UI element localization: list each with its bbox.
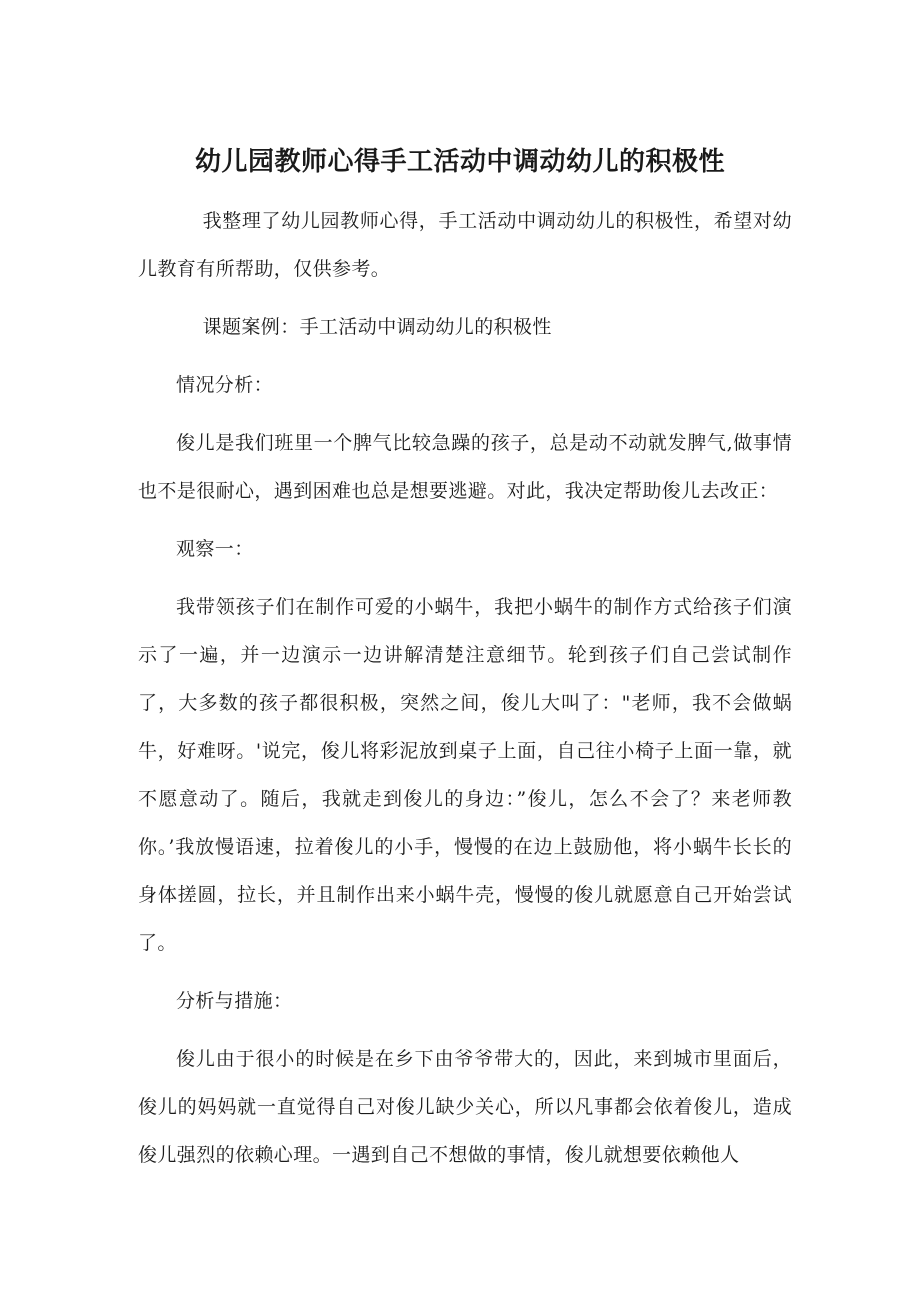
situation-paragraph: 俊儿是我们班里一个脾气比较急躁的孩子，总是动不动就发脾气,做事情也不是很耐心，遇到困难也总是想要逃避。对此，我决定帮助俊儿去改正： <box>138 432 792 502</box>
observation-heading: 观察一： <box>176 538 254 560</box>
document-body <box>138 197 792 1189</box>
analysis-heading: 分析与措施： <box>176 990 293 1012</box>
document-title: 幼儿园教师心得手工活动中调动幼儿的积极性 <box>194 147 725 177</box>
case-title-paragraph: 课题案例：手工活动中调动幼儿的积极性 <box>202 316 552 338</box>
intro-paragraph: 我整理了幼儿园教师心得，手工活动中调动幼儿的积极性，希望对幼儿教育有所帮助，仅供参考。 <box>138 210 792 280</box>
analysis-paragraph: 俊儿由于很小的时候是在乡下由爷爷带大的，因此，来到城市里面后，俊儿的妈妈就一直觉得自己对俊儿缺少关心，所以凡事都会依着俊儿，造成俊儿强烈的依赖心理。一遇到自己不想做的事情，俊儿就想要依赖他人 <box>138 1048 792 1166</box>
situation-heading: 情况分析： <box>176 374 274 396</box>
observation-paragraph: 我带领孩子们在制作可爱的小蜗牛，我把小蜗牛的制作方式给孩子们演示了一遍，并一边演示一边讲解清楚注意细节。轮到孩子们自己尝试制作了，大多数的孩子都很积极，突然之间，俊儿大叫了："老师，我不会做蜗牛，好难呀。'说完，俊儿将彩泥放到桌子上面，自己往小椅子上面一靠，就不愿意动了。随后，我就走到俊儿的身边：”俊儿，怎么不会了？来老师教你。’我放慢语速，拉着俊儿的小手，慢慢的在边上鼓励他，将小蜗牛长长的身体搓圆，拉长，并且制作出来小蜗牛壳，慢慢的俊儿就愿意自己开始尝试了。 <box>138 596 792 954</box>
